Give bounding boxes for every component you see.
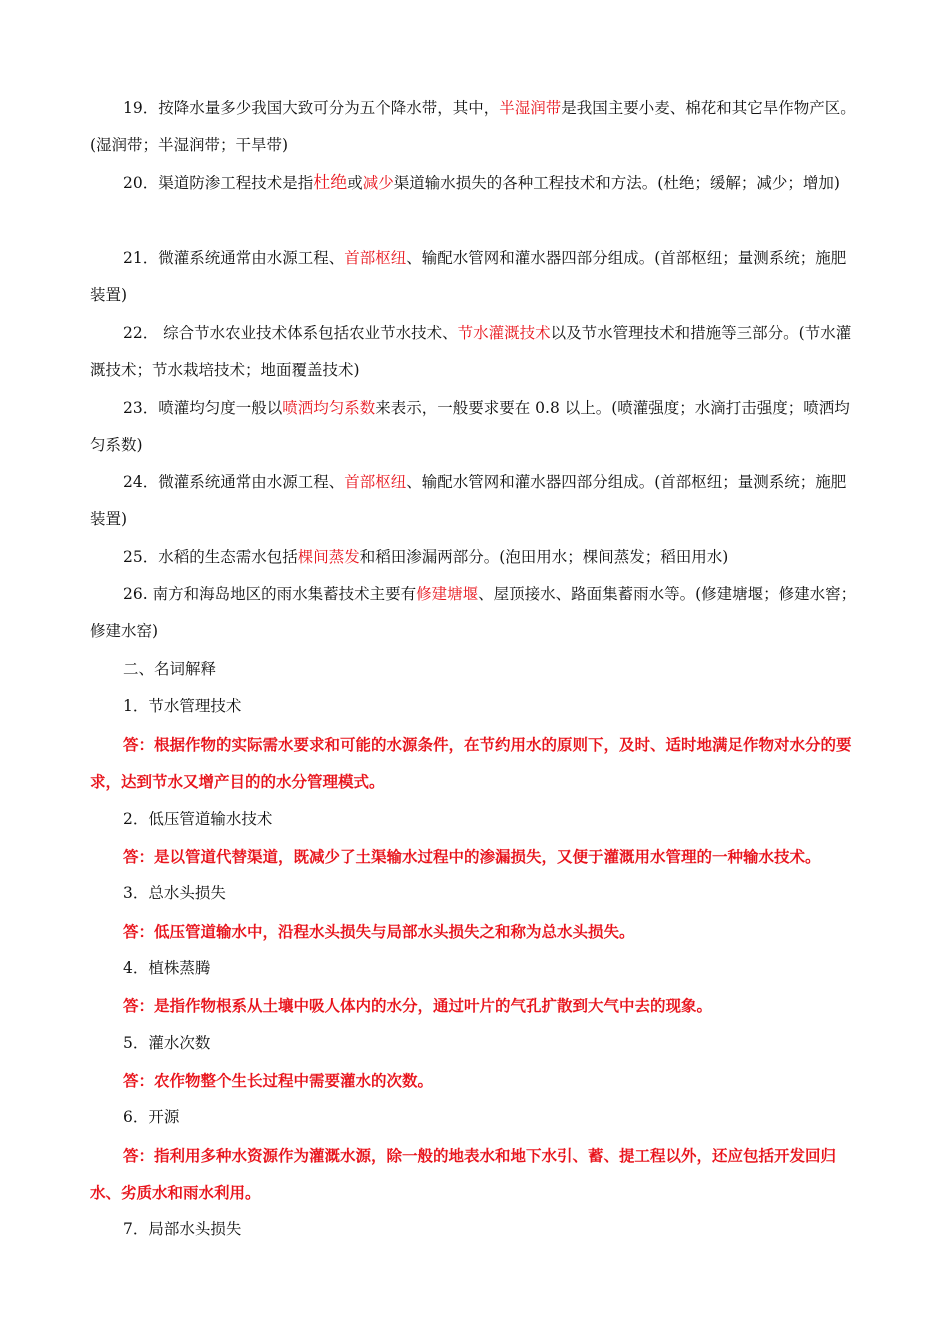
q19-text-end: 是我国主要小麦、棉花和其它旱作物产区。(湿润带；半湿润带；干旱带) — [90, 99, 856, 154]
term-title: 7．局部水头损失 — [123, 1220, 242, 1238]
term-title: 4．植株蒸腾 — [123, 959, 211, 977]
term-title: 2．低压管道输水技术 — [123, 810, 273, 828]
term-title: 5．灌水次数 — [123, 1034, 211, 1052]
q26-text: 26. 南方和海岛地区的雨水集蓄技术主要有 — [123, 585, 417, 603]
term-answer: 答：指利用多种水资源作为灌溉水源，除一般的地表水和地下水引、蓄、提工程以外，还应包括开发回归水、劣质水和雨水利用。 — [90, 1146, 837, 1202]
q23-text-end: 来表示，一般要求要在 0.8 以上。(喷灌强度；水滴打击强度；喷洒均匀系数) — [90, 399, 850, 454]
q20-text: 20．渠道防渗工程技术是指 — [123, 174, 314, 192]
question-22 — [90, 315, 860, 389]
question-23 — [90, 390, 860, 464]
q24-answer-highlight: 首部枢纽 — [344, 473, 407, 491]
q20-answer-highlight-2: 减少 — [362, 174, 394, 192]
q21-answer-highlight: 首部枢纽 — [344, 249, 407, 267]
term-answer: 答：是指作物根系从土壤中吸人体内的水分，通过叶片的气孔扩散到大气中去的现象。 — [123, 996, 713, 1015]
q24-text-end: 、输配水管网和灌水器四部分组成。(首部枢纽；量测系统；施肥装置) — [90, 473, 847, 528]
q22-answer-highlight: 节水灌溉技术 — [457, 324, 551, 342]
q20-text-end: 渠道输水损失的各种工程技术和方法。(杜绝；缓解；减少；增加) — [393, 174, 840, 192]
q23-text: 23．喷灌均匀度一般以 — [123, 399, 283, 417]
q23-answer-highlight: 喷洒均匀系数 — [282, 399, 376, 417]
term-answer: 答：低压管道输水中，沿程水头损失与局部水头损失之和称为总水头损失。 — [123, 922, 635, 941]
q26-answer-highlight: 修建塘堰 — [416, 585, 479, 603]
term-title: 6．开源 — [123, 1108, 180, 1126]
question-21 — [90, 240, 860, 314]
term-answer: 答：农作物整个生长过程中需要灌水的次数。 — [123, 1071, 434, 1090]
q25-text-end: 和稻田渗漏两部分。(泡田用水；棵间蒸发；稻田用水) — [359, 548, 729, 566]
term-title: 3．总水头损失 — [123, 884, 226, 902]
term-answer: 答：是以管道代替渠道，既减少了土渠输水过程中的渗漏损失，又便于灌溉用水管理的一种输水技术。 — [123, 847, 821, 866]
q25-answer-highlight: 棵间蒸发 — [297, 548, 360, 566]
q20-text-mid: 或 — [347, 174, 363, 192]
q25-text: 25．水稻的生态需水包括 — [123, 548, 298, 566]
q20-answer-highlight-1: 杜绝 — [313, 173, 348, 193]
section-title: 二、名词解释 — [123, 660, 217, 678]
question-19 — [90, 90, 860, 164]
q22-text: 22． 综合节水农业技术体系包括农业节水技术、 — [123, 324, 458, 342]
question-20 — [90, 165, 860, 202]
question-25 — [90, 539, 860, 576]
q26-text-end: 、屋顶接水、路面集蓄雨水等。(修建塘堰；修建水窖；修建水窑) — [90, 585, 857, 640]
q19-answer-highlight: 半湿润带 — [499, 99, 562, 117]
term-title: 1．节水管理技术 — [123, 697, 242, 715]
q21-text: 21．微灌系统通常由水源工程、 — [123, 249, 345, 267]
q19-text: 19．按降水量多少我国大致可分为五个降水带，其中， — [123, 99, 500, 117]
question-26 — [90, 576, 860, 650]
term-answer: 答：根据作物的实际需水要求和可能的水源条件，在节约用水的原则下，及时、适时地满足作物对水分的要求，达到节水又增产目的的水分管理模式。 — [90, 735, 852, 791]
q24-text: 24．微灌系统通常由水源工程、 — [123, 473, 345, 491]
q22-text-end: 以及节水管理技术和措施等三部分。(节水灌溉技术；节水栽培技术；地面覆盖技术) — [90, 324, 852, 379]
question-24 — [90, 464, 860, 538]
q21-text-end: 、输配水管网和灌水器四部分组成。(首部枢纽；量测系统；施肥装置) — [90, 249, 847, 304]
